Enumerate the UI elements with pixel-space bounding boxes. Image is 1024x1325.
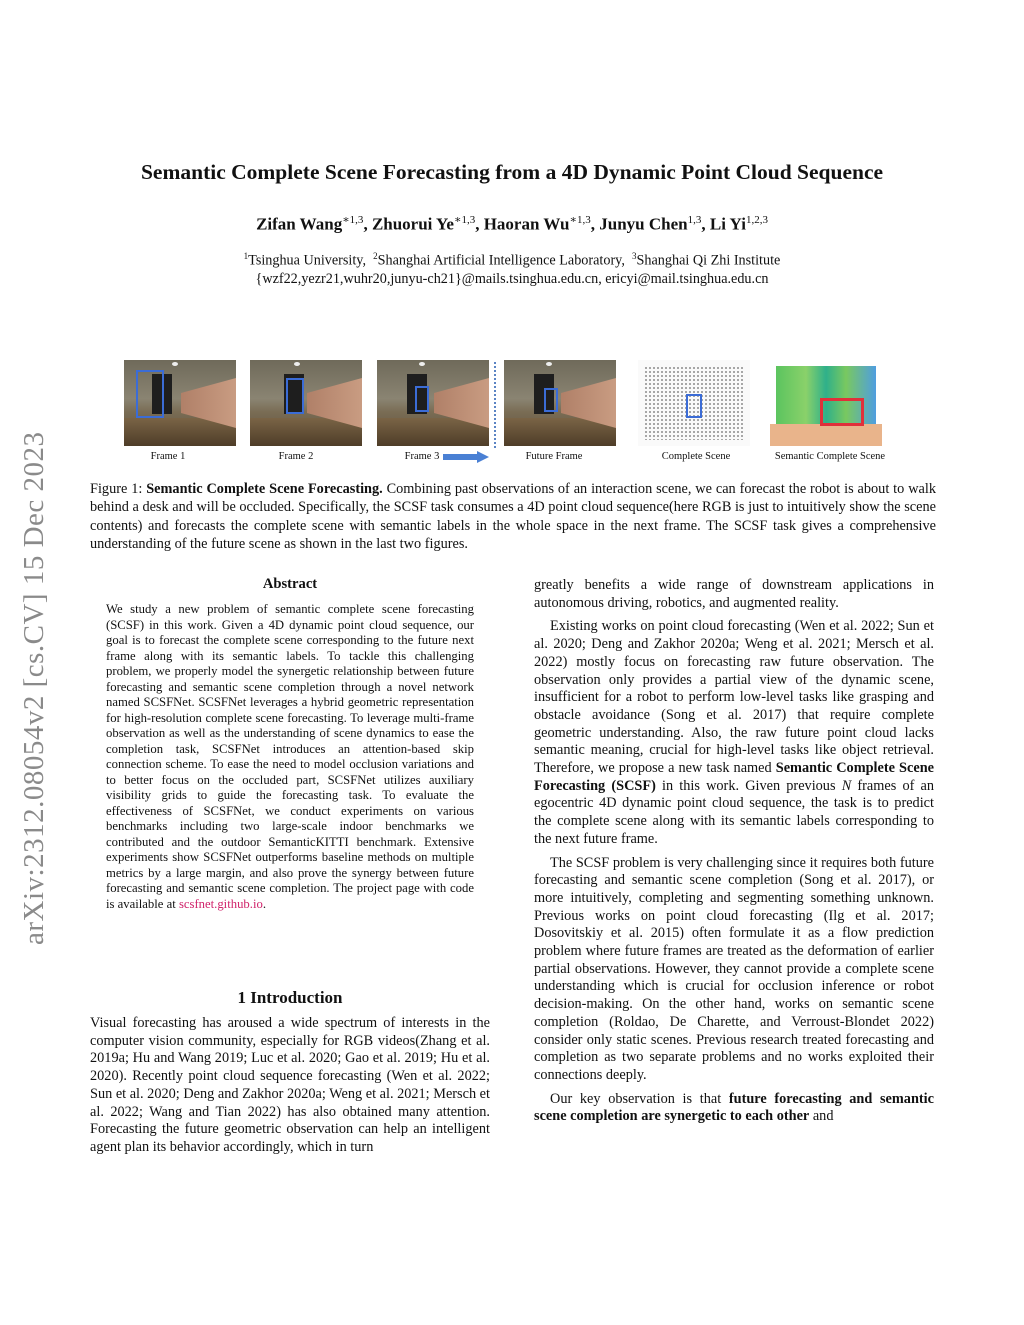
affil-mark: 2 — [373, 251, 378, 261]
author-affil: ∗1,3 — [453, 214, 476, 226]
author-list: Zifan Wang$^{∗1,3}$, Zhuorui $Ye^{∗1,3}$, Haoran $Wu^{∗1,3}$, Junyu Chen$^{1,3}$, Li Yi$^{1,2,3}$ — [256, 214, 768, 234]
affil-mark: 1 — [243, 251, 249, 261]
forecast-arrow-icon — [443, 451, 489, 463]
frame-2-image — [250, 360, 362, 446]
abstract-heading: Abstract — [262, 576, 318, 592]
robot-bounding-box — [686, 394, 702, 418]
robot-bounding-box — [136, 370, 164, 418]
right-column — [534, 577, 934, 1126]
author-affil: 1,3 — [687, 214, 702, 226]
figure-label: Frame 3 — [404, 451, 440, 462]
figure-caption — [90, 480, 936, 554]
figure-label: Complete Scene — [661, 451, 731, 462]
caption-prefix: Figure 1: — [90, 481, 147, 497]
robot-bounding-box — [286, 378, 304, 414]
intro-paragraph-3: The SCSF problem is very challenging since it requires both future forecasting and semantic scene completion (Song et al. 2017), or more intuitively, completing and segmenting something unknown. Previous works on point cloud forecasting (Ilg et al. 2017; Dosovitskiy et al. 2015) often formulate it as a flow prediction problem where future frames are treated as the deformation of earlier partial observations. However, they cannot provide a complete scene understanding which is crucial for occlusion inference or robot decision-making. On the other hand, works on semantic scene completion (Roldao, De Charette, and Verroust-Blondet 2022) consider only static scenes. Previous research treated forecasting and completion as two separate problems and no works exploited their connections deeply. — [534, 854, 934, 1083]
figure-label: Future Frame — [525, 451, 583, 462]
paper-title: Semantic Complete Scene Forecasting from a 4D Dynamic Point Cloud Sequence — [140, 160, 884, 184]
intro-text: Visual forecasting has aroused a wide spectrum of interests in the computer vision community, especially for RGB videos(Zhang et al. 2019a; Hu and Wang 2019; Luc et al. 2020; Gao et al. 2019; Hu et al. 2020). Recently point cloud sequence forecasting (Wen et al. 2022; Sun et al. 2020; Deng and Zakhor 2020a; Weng et al. 2021; Mersch et al. 2022; Wang and Tian 2022) has also obtained many attention. Forecasting the future geometric observation can help an intelligent agent plan its behavior accordingly, which in turn — [90, 1015, 490, 1155]
abstract-text: We study a new problem of semantic complete scene forecasting (SCSF) in this work. Given a 4D dynamic point cloud sequence, our goal is to forecast the complete scene corresponding to the future next frame along with its semantic labels. To tackle this challenging problem, we properly model the synergetic relationship between future forecasting and semantic scene completion through a novel network named SCSFNet. SCSFNet leverages a hybrid geometric representation for high-resolution complete scene forecasting. To leverage multi-frame observation as well as the understanding of scene dynamics to ease the completion task, SCSFNet introduces an attention-based skip connection scheme. To ease the need to model occlusion variations and to better focus on the occluded part, SCSFNet utilizes auxiliary visibility grids to guide the forecasting task. To evaluate the effectiveness of SCSFNet, we conduct experiments on various benchmarks including two large-scale indoor benchmarks we contributed and the outdoor SemanticKITTI benchmark. Extensive experiments show SCSFNet outperforms baseline methods on multiple metrics by a large margin, and also prove the synergy between future forecasting and semantic scene completion. The project page with code is available at — [106, 602, 474, 911]
intro-text-continued: greatly benefits a wide range of downstream applications in autonomous driving, robotics, and augmented reality. — [534, 577, 934, 611]
frame-3-image — [377, 360, 489, 446]
p2-text-b: in this work. Given previous — [655, 777, 842, 794]
key-observation: future forecasting and semantic scene completion are synergetic to each other — [534, 1090, 934, 1125]
figure-label: Frame 2 — [278, 451, 314, 462]
desk-highlight — [820, 398, 864, 426]
semantic-complete-scene-image — [770, 360, 882, 446]
author-name: Zhuorui Ye — [371, 214, 454, 234]
affil-qi-zhi: Shanghai Qi Zhi Institute — [636, 252, 781, 269]
variable-n: N — [841, 777, 852, 794]
figure-label: Semantic Complete Scene — [774, 451, 886, 462]
author-name: Li Yi — [709, 214, 746, 234]
complete-scene-image — [638, 360, 750, 446]
future-frame-image — [504, 360, 616, 446]
affil-shanghai-ai-lab: Shanghai Artificial Intelligence Laboratory, — [377, 252, 625, 269]
robot-bounding-box — [544, 388, 558, 412]
author-emails: {wzf22,yezr21,wuhr20,junyu-ch21}@mails.tsinghua.edu.cn, ericyi@mail.tsinghua.edu.cn — [255, 270, 769, 287]
author-name: Zifan Wang — [256, 214, 343, 234]
author-name: Haoran Wu — [483, 214, 570, 234]
affil-mark: 3 — [632, 251, 637, 261]
project-link[interactable]: scsfnet.github.io — [178, 896, 263, 911]
frame-1-image — [124, 360, 236, 446]
p4-text-a: Our key observation is that — [550, 1090, 729, 1107]
caption-text: Combining past observations of an interaction scene, we can forecast the robot is about to walk behind a desk and will be occluded. Specifically, the SCSF task consumes a 4D point cloud sequence(here RGB is just to intuitively show the scene contents) and forecasts the complete scene with semantic labels in the whole space in the next frame. The SCSF task gives a comprehensive understanding of the future scene as shown in the last two figures. — [90, 481, 936, 553]
p2-text-a: Existing works on point cloud forecasting (Wen et al. 2022; Sun et al. 2020; Deng and Zakhor 2020a; Weng et al. 2021; Mersch et al. 2022) mostly focus on forecasting raw future observation. The observation only provides a partial view of the dynamic scene, insufficient for a robot to perform low-level tasks like grasping and obstacle avoidance (Song et al. 2017) that require complete geometric understanding. Also, the raw future point cloud lacks semantic meaning, crucial for high-level tasks like object retrieval. Therefore, we propose a new task named — [534, 618, 934, 777]
intro-heading: 1 Introduction — [237, 988, 343, 1007]
intro-paragraph-2 — [534, 618, 934, 848]
arxiv-stamp: arXiv:2312.08054v2 [cs.CV] 15 Dec 2023 — [18, 431, 50, 945]
author-affil: 1,2,3 — [745, 214, 768, 226]
intro-paragraph-1 — [90, 1015, 490, 1157]
future-divider — [494, 362, 496, 448]
caption-bold: Semantic Complete Scene Forecasting. — [146, 481, 383, 497]
figure-label: Frame 1 — [150, 451, 186, 462]
scsf-task-name: Semantic Complete Scene Forecasting (SCSF) — [534, 760, 934, 794]
author-affil: ∗1,3 — [342, 214, 364, 226]
p4-text-b: and — [809, 1108, 834, 1125]
abstract-end: . — [262, 896, 266, 911]
affiliations — [60, 247, 964, 288]
p2-text-c: frames of an egocentric 4D dynamic point cloud sequence, the task is to predict the complete scene along with its semantic labels corresponding to the next future frame. — [534, 777, 934, 847]
author-affil: ∗1,3 — [569, 214, 591, 226]
intro-paragraph-4 — [534, 1091, 934, 1126]
author-name: Junyu Chen — [599, 214, 688, 234]
robot-bounding-box — [415, 386, 429, 412]
abstract-body — [106, 602, 474, 912]
affil-tsinghua: Tsinghua University, — [248, 252, 367, 269]
